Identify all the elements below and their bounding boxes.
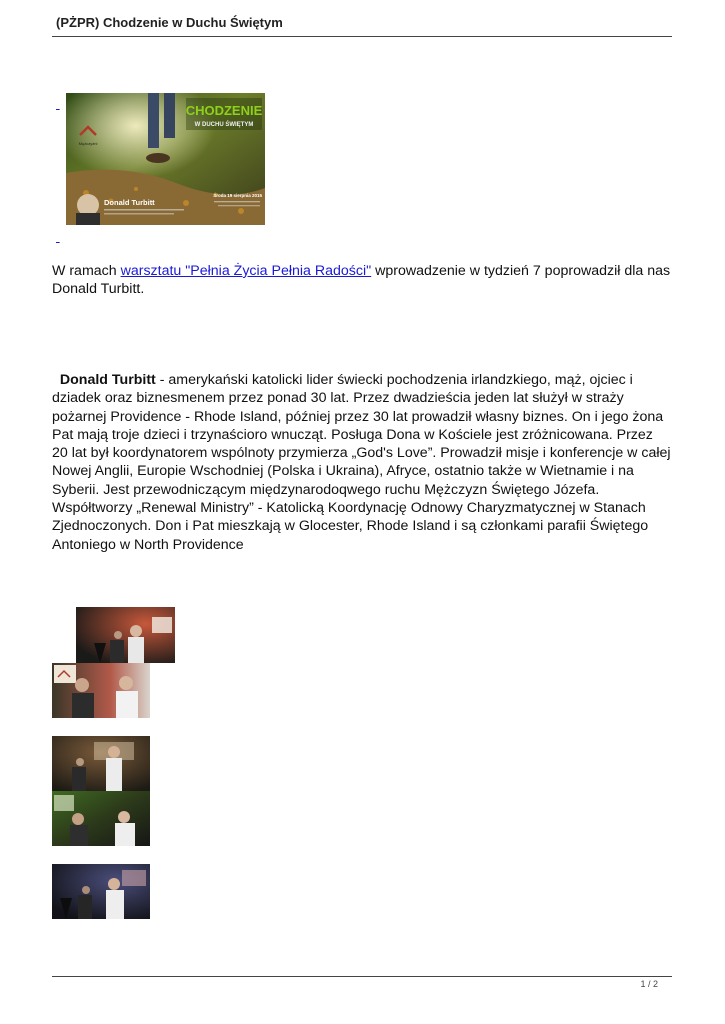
event-photo-5[interactable]: [52, 864, 150, 919]
intro-paragraph: [52, 262, 672, 298]
header-divider: [52, 36, 672, 37]
event-photo-3[interactable]: [52, 736, 150, 791]
poster-title: CHODZENIE: [185, 103, 263, 118]
footer-divider: [52, 976, 672, 977]
bio-text-2: Współtworzy „Renewal Ministry” - Katolicką Koordynację Odnowy Charyzmatycznej w Stanach Zjednoczonych. Don i Pat mieszkają w Glocester, Rhode Island i są członkami parafii Świętego Antoniego w North Providence: [52, 500, 649, 553]
svg-text:Mężczyźni: Mężczyźni: [78, 141, 98, 146]
speaker-name-bold: Donald Turbitt: [59, 372, 156, 388]
poster-link-bottom[interactable]: [56, 229, 60, 244]
document-title: (PŻPR) Chodzenie w Duchu Świętym: [56, 15, 283, 30]
event-photo-1[interactable]: [76, 607, 175, 663]
poster-speaker-name: Donald Turbitt: [104, 198, 155, 207]
intro-text-before: W ramach: [52, 263, 121, 279]
event-photo-2[interactable]: [52, 663, 150, 718]
intro-text-after: wprowadzenie w tydzień 7 poprowadził dla nas Donald Turbitt.: [52, 263, 671, 297]
workshop-link[interactable]: warsztatu "Pełnia Życia Pełnia Radości": [120, 263, 372, 279]
poster-date: Środa 19 sierpnia 2015: [213, 193, 262, 198]
poster-subtitle: W DUCHU ŚWIĘTYM: [194, 122, 254, 128]
bio-text-1: - amerykański katolicki lider świecki pochodzenia irlandzkiego, mąż, ojciec i dziadek oraz biznesmenem przez ponad 30 lat. Przez dwadzieścia jeden lat służył w straży pożarnej Providence - Rhode Island, później przez 30 lat prowadził własny biznes. On i jego żona Pat mają troje dzieci i trzynaścioro wnucząt. Posługa Dona w Kościele jest zróżnicowana. Przez 20 lat był koordynatorem wspólnoty przymierza „God's Love”. Prowadził misje i konferencje w całej Nowej Anglii, Europie Wschodniej (Polska i Ukraina), Afryce, ostatnio także w Wietnamie i na Syberii. Jest przewodniczącym międzynarodoqwego ruchu Mężczyzn Świętego Józefa.: [52, 372, 671, 498]
poster-link-top[interactable]: [56, 96, 60, 111]
speaker-bio: [52, 371, 672, 554]
event-poster-image[interactable]: [66, 93, 265, 225]
event-photo-4[interactable]: [52, 791, 150, 846]
page-number: 1 / 2: [640, 979, 658, 989]
